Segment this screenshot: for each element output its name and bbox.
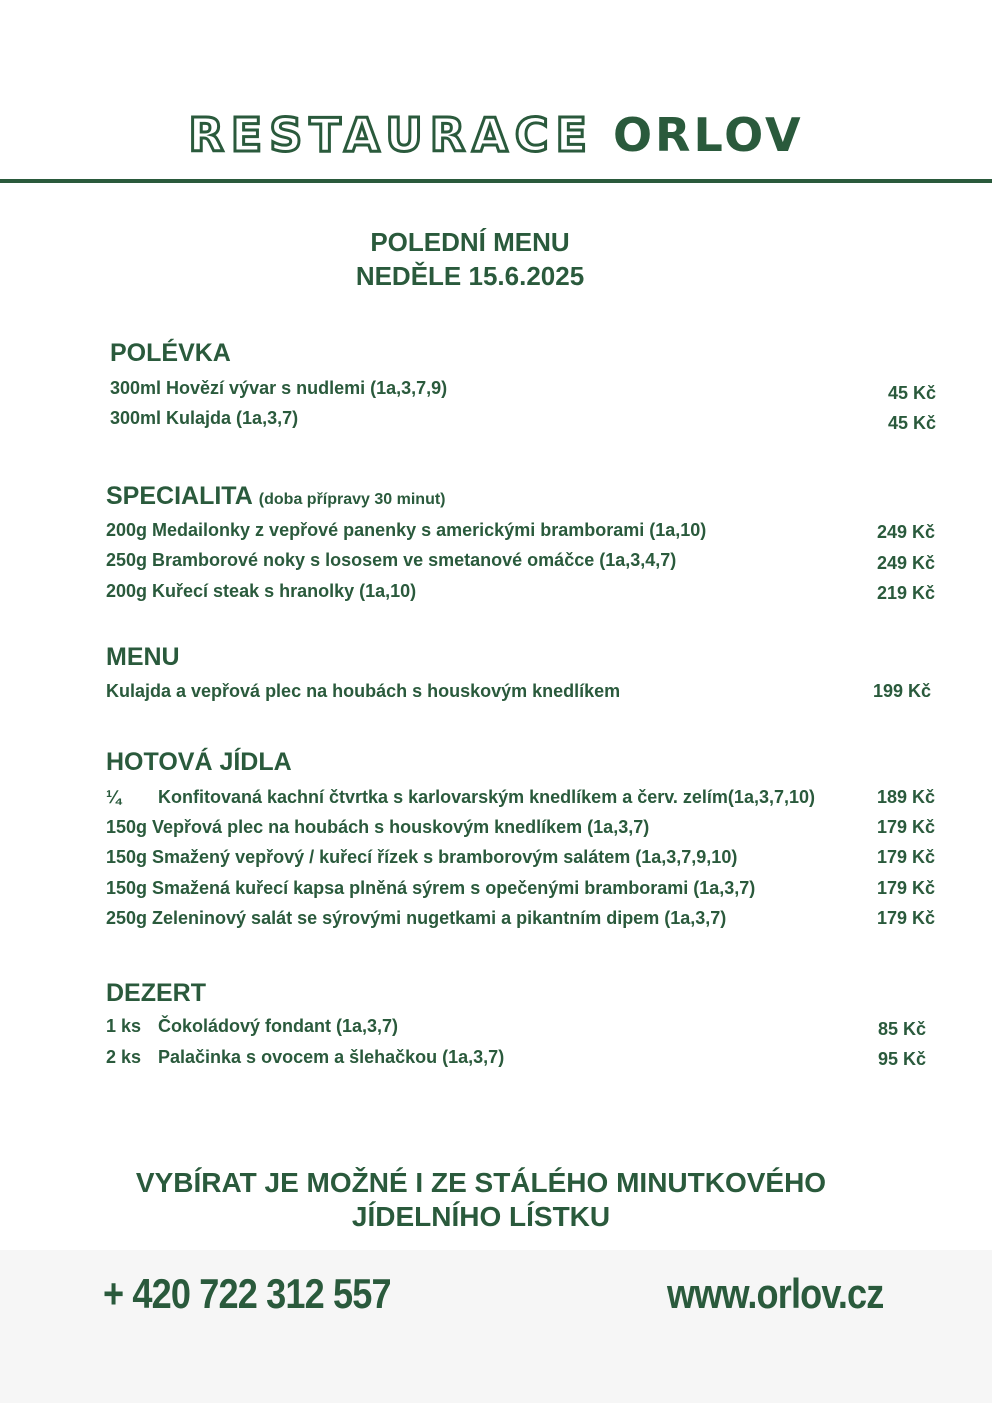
menu-item-quantity: ¼ bbox=[106, 787, 122, 807]
menu-item bbox=[106, 1016, 398, 1037]
menu-item-text: Čokoládový fondant (1a,3,7) bbox=[158, 1016, 399, 1036]
menu-item-price: 45 Kč bbox=[888, 383, 937, 403]
website-link[interactable]: www.orlov.cz bbox=[667, 1270, 884, 1317]
menu-item: 200g Medailonky z vepřové panenky s americkými bramborami (1a,10) bbox=[106, 520, 707, 540]
menu-item: 250g Bramborové noky s lososem ve smetanové omáčce (1a,3,4,7) bbox=[106, 550, 677, 570]
menu-item-quantity: 1 ks bbox=[106, 1016, 142, 1036]
logo-word-orlov: ORLOV bbox=[612, 108, 804, 162]
logo-word-restaurace: RESTAURACE bbox=[188, 108, 594, 162]
footer-note-line2: JÍDELNÍHO LÍSTKU bbox=[351, 1201, 611, 1232]
menu-item-price: 179 Kč bbox=[877, 908, 936, 928]
restaurant-logo bbox=[0, 108, 992, 162]
menu-item-price: 85 Kč bbox=[878, 1019, 927, 1039]
menu-item-price: 249 Kč bbox=[877, 553, 936, 573]
menu-date: NEDĚLE 15.6.2025 bbox=[355, 261, 585, 291]
menu-item: 150g Smažená kuřecí kapsa plněná sýrem s opečenými bramborami (1a,3,7) bbox=[106, 878, 756, 898]
section-heading-menu: MENU bbox=[106, 643, 180, 671]
menu-item-quantity: 2 ks bbox=[106, 1047, 142, 1067]
menu-item-text: Konfitovaná kachní čtvrtka s karlovarským knedlíkem a červ. zelím(1a,3,7,10) bbox=[158, 787, 815, 807]
menu-item: 300ml Kulajda (1a,3,7) bbox=[110, 408, 299, 428]
preparation-time-note: (doba přípravy 30 minut) bbox=[258, 491, 446, 508]
menu-item-price: 179 Kč bbox=[877, 817, 936, 837]
section-heading-hotova-jidla: HOTOVÁ JÍDLA bbox=[106, 748, 292, 776]
header-divider bbox=[0, 179, 992, 183]
phone-number[interactable]: + 420 722 312 557 bbox=[103, 1270, 391, 1317]
menu-item-price: 45 Kč bbox=[888, 413, 937, 433]
menu-item-price: 189 Kč bbox=[877, 787, 936, 807]
section-heading-dezert: DEZERT bbox=[106, 979, 206, 1007]
section-heading-polevka: POLÉVKA bbox=[110, 339, 231, 367]
menu-item: 150g Smažený vepřový / kuřecí řízek s bramborovým salátem (1a,3,7,9,10) bbox=[106, 847, 738, 867]
menu-title: POLEDNÍ MENU bbox=[370, 227, 570, 257]
footer-note-line1: VYBÍRAT JE MOŽNÉ I ZE STÁLÉHO MINUTKOVÉHO bbox=[135, 1167, 827, 1198]
menu-item: 200g Kuřecí steak s hranolky (1a,10) bbox=[106, 581, 417, 601]
menu-item: 150g Vepřová plec na houbách s houskovým knedlíkem (1a,3,7) bbox=[106, 817, 650, 837]
menu-item-price: 95 Kč bbox=[878, 1049, 927, 1069]
menu-item bbox=[106, 787, 815, 808]
menu-item-price: 179 Kč bbox=[877, 847, 936, 867]
menu-item: 250g Zeleninový salát se sýrovými nugetkami a pikantním dipem (1a,3,7) bbox=[106, 908, 727, 928]
menu-item-price: 219 Kč bbox=[877, 583, 936, 603]
menu-item-text: Palačinka s ovocem a šlehačkou (1a,3,7) bbox=[158, 1047, 505, 1067]
section-heading-text: SPECIALITA bbox=[106, 482, 252, 510]
menu-item: 300ml Hovězí vývar s nudlemi (1a,3,7,9) bbox=[110, 378, 448, 398]
section-heading-specialita bbox=[106, 482, 446, 511]
menu-item-price: 249 Kč bbox=[877, 522, 936, 542]
menu-item-price: 199 Kč bbox=[873, 681, 932, 701]
menu-item-price: 179 Kč bbox=[877, 878, 936, 898]
menu-item: Kulajda a vepřová plec na houbách s houskovým knedlíkem bbox=[106, 681, 621, 701]
menu-item bbox=[106, 1047, 504, 1068]
